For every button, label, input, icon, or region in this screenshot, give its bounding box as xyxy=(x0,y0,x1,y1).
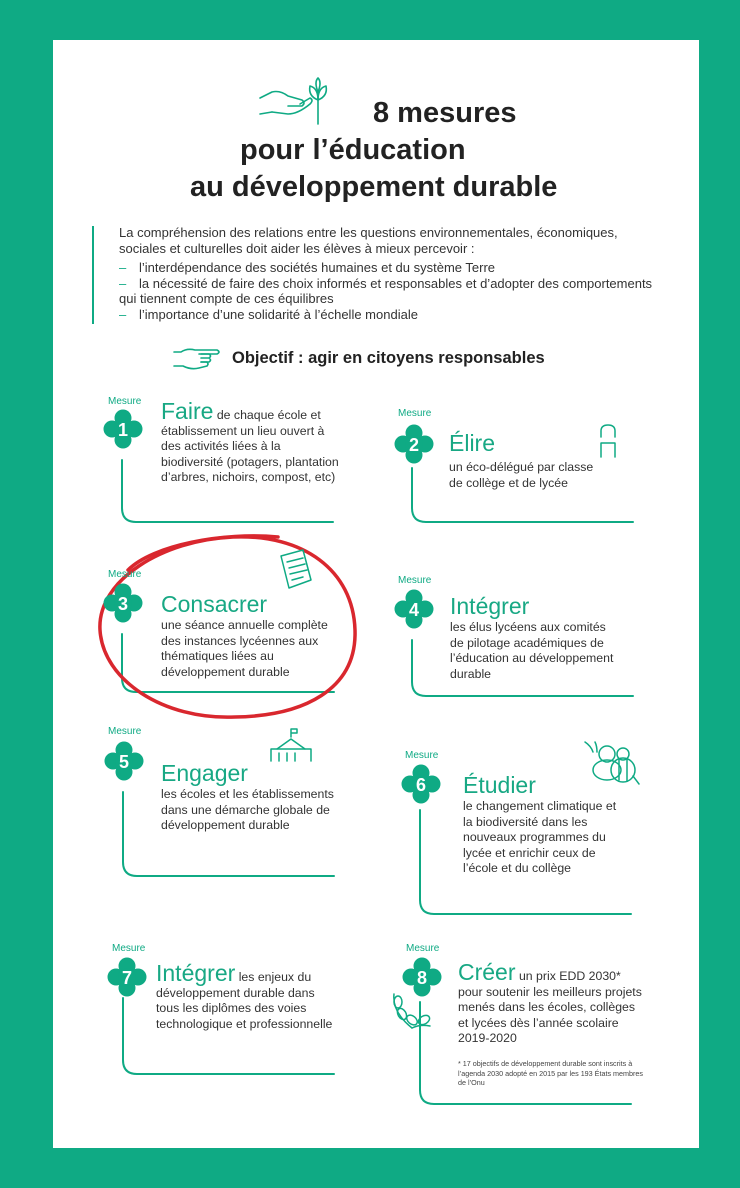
mesure-badge xyxy=(415,775,427,795)
page-title-line2: pour l’éducation xyxy=(240,134,466,166)
mesure-label: Mesure xyxy=(398,408,432,419)
infographic-sheet xyxy=(53,40,699,1148)
svg-text:3: 3 xyxy=(117,594,129,614)
intro-bullet: – l’importance d’une solidarité à l’échelle mondiale xyxy=(119,306,418,322)
measure-verb: Faire xyxy=(161,398,214,424)
school-icon xyxy=(269,727,313,763)
measure-1 xyxy=(161,400,341,486)
measure-verb: Étudier xyxy=(463,772,536,798)
measure-desc: le changement climatique et la biodiversité dans les nouveaux programmes du lycée et enrichir ceux de l’école et du collège xyxy=(463,799,617,875)
mesure-label: Mesure xyxy=(112,943,146,954)
measure-verb: Élire xyxy=(449,430,496,456)
measure-verb: Intégrer xyxy=(450,593,530,619)
mesure-label: Mesure xyxy=(406,943,440,954)
mesure-number: 1 xyxy=(117,420,129,440)
page-title-line3: au développement durable xyxy=(190,171,558,203)
document-icon xyxy=(277,548,313,592)
mesure-badge xyxy=(118,752,130,772)
mesure-badge xyxy=(408,600,420,620)
measure-desc: un éco-délégué par classe de collège et de lycée xyxy=(449,460,594,490)
svg-text:2: 2 xyxy=(408,435,420,455)
bee-icon xyxy=(583,740,641,788)
svg-text:8: 8 xyxy=(416,968,428,988)
measure-verb: Consacrer xyxy=(161,591,268,617)
measure-desc: un prix EDD 2030* pour soutenir les meilleurs projets menés dans les écoles, collèges et lycées dès l’année scolaire 2019-2020 xyxy=(458,969,642,1045)
mesure-badge xyxy=(416,968,428,988)
measure-verb: Intégrer xyxy=(156,960,236,986)
objectif-text: Objectif : agir en citoyens responsables xyxy=(232,349,545,367)
mesure-label: Mesure xyxy=(108,726,142,737)
mesure-label: Mesure xyxy=(398,575,432,586)
intro-bullet: – la nécessité de faire des choix informés et responsables et d’adopter des comportements qui tiennent compte de ces équilibres xyxy=(119,275,653,306)
laurel-icon xyxy=(390,992,434,1032)
footnote: * 17 objectifs de développement durable sont inscrits à l’agenda 2030 adopté en 2015 par les 193 États membres de l’Onu xyxy=(458,1059,644,1087)
mesure-label: Mesure xyxy=(108,396,142,407)
svg-text:4: 4 xyxy=(408,600,420,620)
measure-verb: Créer xyxy=(458,959,516,985)
mesure-badge xyxy=(121,968,133,988)
measure-desc: les enjeux du développement durable dans tous les diplômes des voies technologique et professionnelle xyxy=(156,970,333,1031)
svg-text:6: 6 xyxy=(415,775,427,795)
page-title-line1: 8 mesures xyxy=(373,97,517,129)
measure-desc: les écoles et les établissements dans une démarche globale de développement durable xyxy=(161,787,334,832)
mesure-badge xyxy=(117,594,129,614)
measure-7 xyxy=(156,962,341,1032)
svg-text:7: 7 xyxy=(121,968,133,988)
measure-desc: de chaque école et établissement un lieu ouvert à des activités liées à la biodiversité (potagers, plantation d’arbres, nichoirs, compost, etc) xyxy=(161,408,339,484)
svg-text:5: 5 xyxy=(118,752,130,772)
mesure-label: Mesure xyxy=(108,569,142,580)
measure-desc: les élus lycéens aux comités de pilotage académiques de l’éducation au développement durable xyxy=(450,620,614,681)
mesure-label: Mesure xyxy=(405,750,439,761)
measure-8 xyxy=(458,961,643,1047)
mesure-badge xyxy=(117,420,129,440)
measure-desc: une séance annuelle complète des instances lycéennes aux thématiques liées au développement durable xyxy=(161,618,328,679)
ballot-icon xyxy=(599,423,617,459)
intro-bullet: – l’interdépendance des sociétés humaines et du système Terre xyxy=(119,260,496,275)
mesure-badge xyxy=(408,435,420,455)
measure-verb: Engager xyxy=(161,760,248,786)
intro-text: La compréhension des relations entre les questions environnementales, économiques, sociales et culturelles doit aider les élèves à mieux percevoir : xyxy=(119,225,618,256)
